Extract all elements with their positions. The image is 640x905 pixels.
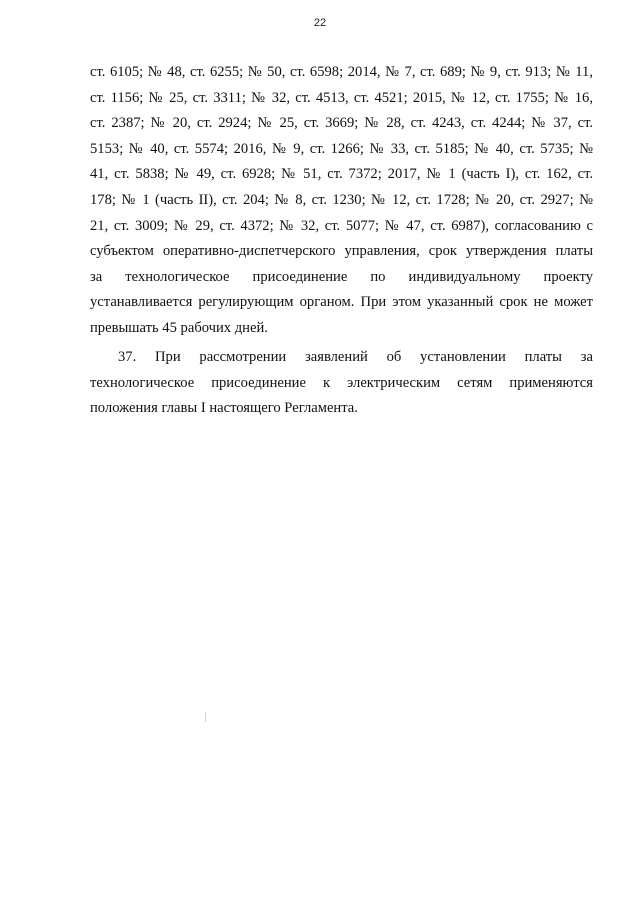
text-line: устанавливается регулирующим органом. При этом указанный срок не может: [90, 294, 593, 311]
text-line: 21, ст. 3009; № 29, ст. 4372; № 32, ст. 5077; № 47, ст. 6987), согласованию с: [90, 217, 593, 234]
text-line: 41, ст. 5838; № 49, ст. 6928; № 51, ст. 7372; 2017, № 1 (часть I), ст. 162, ст.: [90, 166, 593, 183]
text-line: технологическое присоединение к электрическим сетям применяются: [90, 374, 593, 391]
text-line: 37. При рассмотрении заявлений об установлении платы за: [118, 349, 593, 365]
text-line: ст. 2387; № 20, ст. 2924; № 25, ст. 3669; № 28, ст. 4243, ст. 4244; № 37, ст.: [90, 115, 593, 132]
text-line: 178; № 1 (часть II), ст. 204; № 8, ст. 1230; № 12, ст. 1728; № 20, ст. 2927; №: [90, 191, 593, 208]
scan-artifact: [205, 712, 206, 722]
text-line: положения главы I настоящего Регламента.: [90, 400, 358, 417]
paragraph-legal-references: [90, 60, 593, 342]
text-line: превышать 45 рабочих дней.: [90, 319, 268, 336]
paragraph-37: [90, 345, 593, 422]
text-line: ст. 1156; № 25, ст. 3311; № 32, ст. 4513, ст. 4521; 2015, № 12, ст. 1755; № 16,: [90, 89, 593, 106]
text-line: за технологическое присоединение по индивидуальному проекту: [90, 268, 593, 285]
text-line: 5153; № 40, ст. 5574; 2016, № 9, ст. 1266; № 33, ст. 5185; № 40, ст. 5735; №: [90, 140, 593, 157]
page-number: 22: [313, 17, 327, 29]
text-line: ст. 6105; № 48, ст. 6255; № 50, ст. 6598; 2014, № 7, ст. 689; № 9, ст. 913; № 11,: [90, 64, 593, 80]
text-line: субъектом оперативно-диспетчерского управления, срок утверждения платы: [90, 243, 593, 260]
